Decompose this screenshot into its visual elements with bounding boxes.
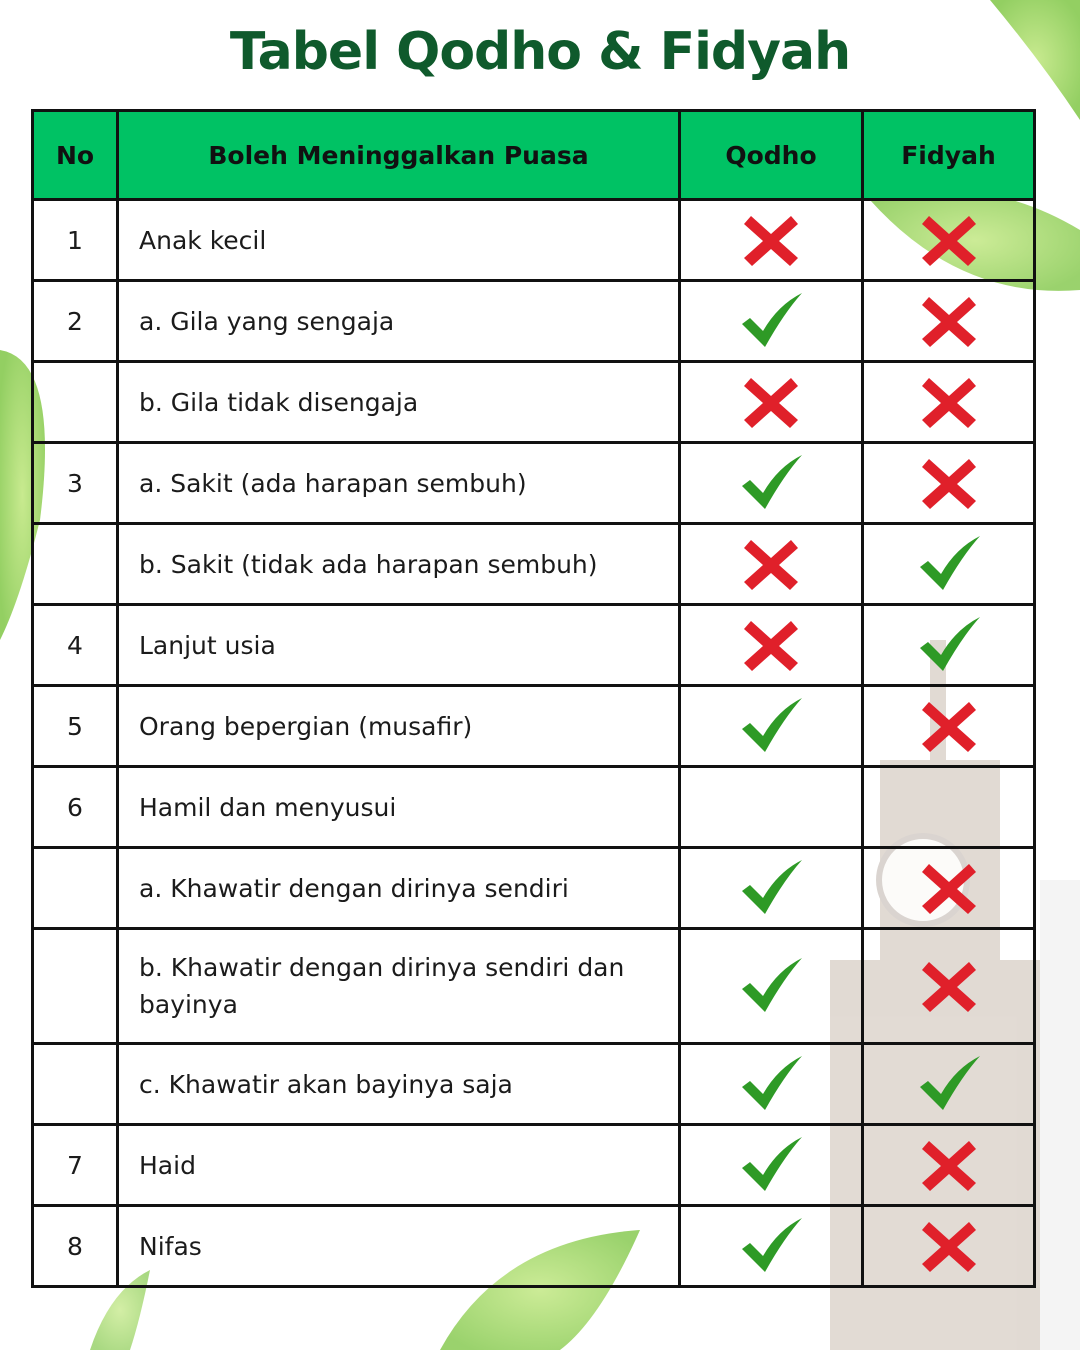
- table-row: [33, 848, 1035, 929]
- cross-icon: [736, 210, 806, 270]
- qodho-cell: [680, 1125, 863, 1206]
- qodho-cell: [680, 362, 863, 443]
- check-icon: [736, 1216, 806, 1276]
- row-number: 6: [33, 767, 118, 848]
- row-number: 4: [33, 605, 118, 686]
- fidyah-cell: [863, 281, 1035, 362]
- cross-icon: [914, 372, 984, 432]
- qodho-cell: [680, 767, 863, 848]
- qodho-cell: [680, 443, 863, 524]
- row-item: Haid: [118, 1125, 680, 1206]
- fidyah-cell: [863, 848, 1035, 929]
- cross-icon: [914, 696, 984, 756]
- row-number: [33, 929, 118, 1044]
- check-icon: [914, 615, 984, 675]
- cross-icon: [736, 615, 806, 675]
- row-number: [33, 1044, 118, 1125]
- cross-icon: [736, 534, 806, 594]
- row-item: Anak kecil: [118, 200, 680, 281]
- qodho-cell: [680, 524, 863, 605]
- check-icon: [736, 858, 806, 918]
- table-row: [33, 686, 1035, 767]
- qodho-cell: [680, 686, 863, 767]
- qodho-cell: [680, 848, 863, 929]
- fidyah-cell: [863, 1206, 1035, 1287]
- row-number: 8: [33, 1206, 118, 1287]
- row-item: a. Gila yang sengaja: [118, 281, 680, 362]
- fidyah-cell: [863, 524, 1035, 605]
- table-row: [33, 443, 1035, 524]
- header-no: No: [33, 111, 118, 200]
- row-item: b. Gila tidak disengaja: [118, 362, 680, 443]
- row-item: Nifas: [118, 1206, 680, 1287]
- table-row: [33, 362, 1035, 443]
- row-item: Lanjut usia: [118, 605, 680, 686]
- qodho-cell: [680, 929, 863, 1044]
- qodho-cell: [680, 605, 863, 686]
- row-item: b. Sakit (tidak ada harapan sembuh): [118, 524, 680, 605]
- fidyah-cell: [863, 362, 1035, 443]
- table-row: [33, 1206, 1035, 1287]
- check-icon: [736, 291, 806, 351]
- row-number: 5: [33, 686, 118, 767]
- cross-icon: [914, 1216, 984, 1276]
- table-row: [33, 767, 1035, 848]
- table-row: [33, 200, 1035, 281]
- check-icon: [914, 1054, 984, 1114]
- table-row: [33, 281, 1035, 362]
- table-body: [33, 200, 1035, 1287]
- row-item: Orang bepergian (musafir): [118, 686, 680, 767]
- qodho-fidyah-table-wrapper: [31, 109, 1033, 1288]
- cross-icon: [914, 858, 984, 918]
- cross-icon: [914, 210, 984, 270]
- check-icon: [914, 534, 984, 594]
- table-row: [33, 524, 1035, 605]
- cross-icon: [914, 291, 984, 351]
- cross-icon: [914, 453, 984, 513]
- row-number: [33, 524, 118, 605]
- row-number: [33, 362, 118, 443]
- header-item: Boleh Meninggalkan Puasa: [118, 111, 680, 200]
- table-header-row: [33, 111, 1035, 200]
- row-number: 3: [33, 443, 118, 524]
- check-icon: [736, 1054, 806, 1114]
- row-number: [33, 848, 118, 929]
- row-number: 1: [33, 200, 118, 281]
- fidyah-cell: [863, 929, 1035, 1044]
- fidyah-cell: [863, 443, 1035, 524]
- row-item: a. Sakit (ada harapan sembuh): [118, 443, 680, 524]
- fidyah-cell: [863, 200, 1035, 281]
- cross-icon: [736, 372, 806, 432]
- fidyah-cell: [863, 605, 1035, 686]
- row-number: 7: [33, 1125, 118, 1206]
- row-item: a. Khawatir dengan dirinya sendiri: [118, 848, 680, 929]
- table-row: [33, 1125, 1035, 1206]
- fidyah-cell: [863, 1044, 1035, 1125]
- qodho-cell: [680, 1044, 863, 1125]
- qodho-cell: [680, 281, 863, 362]
- check-icon: [736, 1135, 806, 1195]
- table-row: [33, 605, 1035, 686]
- qodho-cell: [680, 1206, 863, 1287]
- table-row: [33, 1044, 1035, 1125]
- row-item: b. Khawatir dengan dirinya sendiri dan bayinya: [118, 929, 680, 1044]
- check-icon: [736, 696, 806, 756]
- cross-icon: [914, 956, 984, 1016]
- row-item: Hamil dan menyusui: [118, 767, 680, 848]
- fidyah-cell: [863, 1125, 1035, 1206]
- qodho-fidyah-table: [31, 109, 1036, 1288]
- qodho-cell: [680, 200, 863, 281]
- header-qodho: Qodho: [680, 111, 863, 200]
- fidyah-cell: [863, 767, 1035, 848]
- table-row: [33, 929, 1035, 1044]
- check-icon: [736, 453, 806, 513]
- header-fidyah: Fidyah: [863, 111, 1035, 200]
- row-number: 2: [33, 281, 118, 362]
- row-item: c. Khawatir akan bayinya saja: [118, 1044, 680, 1125]
- page-title: Tabel Qodho & Fidyah: [229, 22, 851, 82]
- fidyah-cell: [863, 686, 1035, 767]
- cross-icon: [914, 1135, 984, 1195]
- check-icon: [736, 956, 806, 1016]
